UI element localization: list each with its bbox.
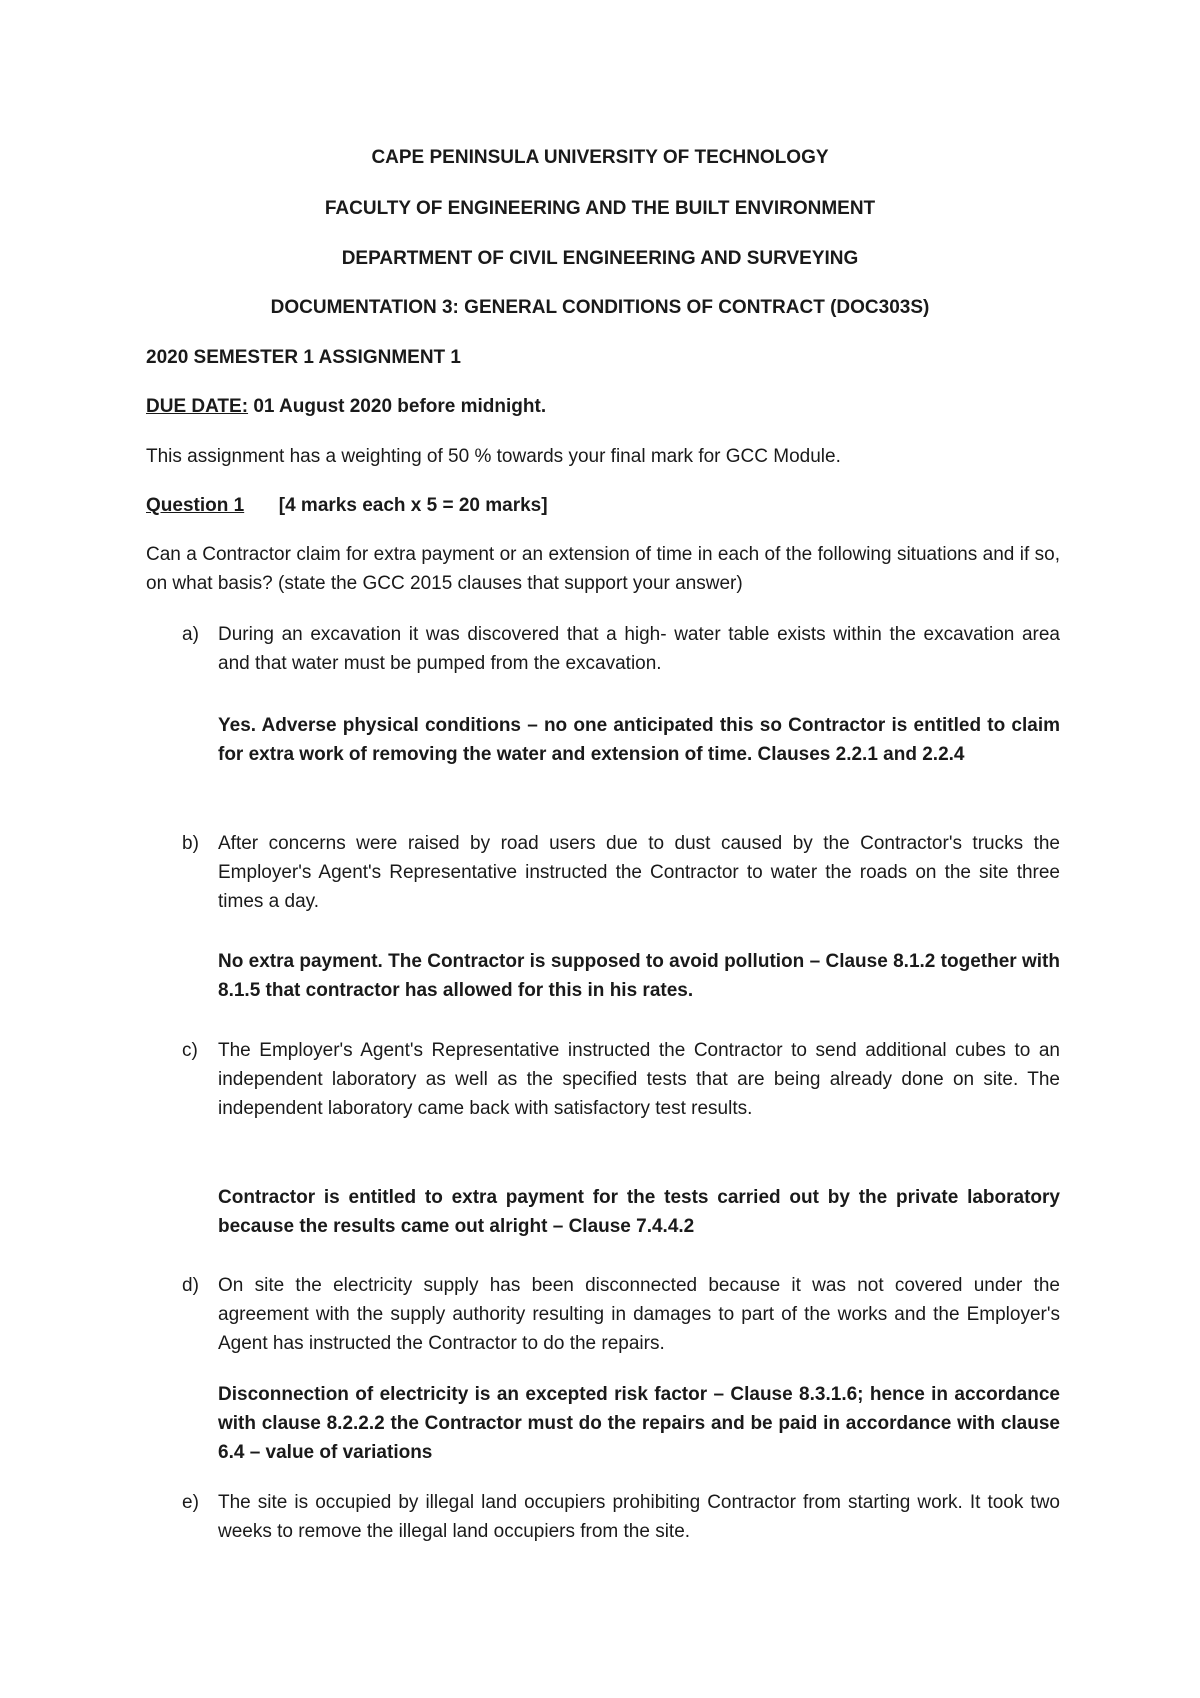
list-item	[182, 1036, 1060, 1123]
question-label: Question 1	[146, 495, 245, 516]
due-date-value: 01 August 2020 before midnight.	[248, 396, 547, 417]
due-date-label: DUE DATE:	[146, 396, 249, 417]
item-letter: c)	[182, 1040, 198, 1061]
item-answer: Yes. Adverse physical conditions – no one anticipated this so Contractor is entitled to claim for extra work of removing the water and extension of time. Clauses 2.2.1 and 2.2.4	[218, 715, 1060, 765]
item-letter: b)	[182, 833, 199, 854]
item-letter: e)	[182, 1492, 199, 1513]
item-letter: a)	[182, 624, 199, 645]
assignment-title: 2020 SEMESTER 1 ASSIGNMENT 1	[146, 347, 462, 368]
question-heading	[146, 494, 548, 518]
question-intro: Can a Contractor claim for extra payment or an extension of time in each of the following situations and if so, on what basis? (state the GCC 2015 clauses that support your answer)	[146, 544, 1060, 594]
department-heading: DEPARTMENT OF CIVIL ENGINEERING AND SURVEYING	[341, 248, 859, 269]
item-letter: d)	[182, 1275, 199, 1296]
list-item	[182, 1271, 1060, 1358]
list-item	[182, 829, 1060, 916]
list-item	[182, 620, 1060, 678]
item-text: The site is occupied by illegal land occupiers prohibiting Contractor from starting work. It took two weeks to remove the illegal land occupiers from the site.	[218, 1492, 1060, 1542]
list-item	[182, 1488, 1060, 1546]
weighting-note: This assignment has a weighting of 50 % towards your final mark for GCC Module.	[146, 446, 841, 467]
course-heading: DOCUMENTATION 3: GENERAL CONDITIONS OF CONTRACT (DOC303S)	[270, 297, 930, 318]
item-answer: No extra payment. The Contractor is supposed to avoid pollution – Clause 8.1.2 together with 8.1.5 that contractor has allowed for this in his rates.	[218, 951, 1060, 1001]
item-answer: Contractor is entitled to extra payment for the tests carried out by the private laboratory because the results came out alright – Clause 7.4.4.2	[218, 1187, 1060, 1237]
item-text: After concerns were raised by road users due to dust caused by the Contractor's trucks the Employer's Agent's Representative instructed the Contractor to water the roads on the site three times a day.	[218, 833, 1060, 912]
university-heading: CAPE PENINSULA UNIVERSITY OF TECHNOLOGY	[371, 147, 829, 168]
item-text: During an excavation it was discovered that a high- water table exists within the excavation area and that water must be pumped from the excavation.	[218, 624, 1060, 674]
question-marks: [4 marks each x 5 = 20 marks]	[278, 495, 548, 516]
due-date	[146, 395, 546, 419]
item-text: On site the electricity supply has been disconnected because it was not covered under the agreement with the supply authority resulting in damages to part of the works and the Employer's Agent has instructed the Contractor to do the repairs.	[218, 1275, 1060, 1354]
item-answer: Disconnection of electricity is an excepted risk factor – Clause 8.3.1.6; hence in accordance with clause 8.2.2.2 the Contractor must do the repairs and be paid in accordance with clause 6.4 – value of variations	[218, 1384, 1060, 1463]
faculty-heading: FACULTY OF ENGINEERING AND THE BUILT ENVIRONMENT	[324, 198, 876, 219]
item-text: The Employer's Agent's Representative instructed the Contractor to send additional cubes to an independent laboratory as well as the specified tests that are being already done on site. The independent laboratory came back with satisfactory test results.	[218, 1040, 1060, 1119]
